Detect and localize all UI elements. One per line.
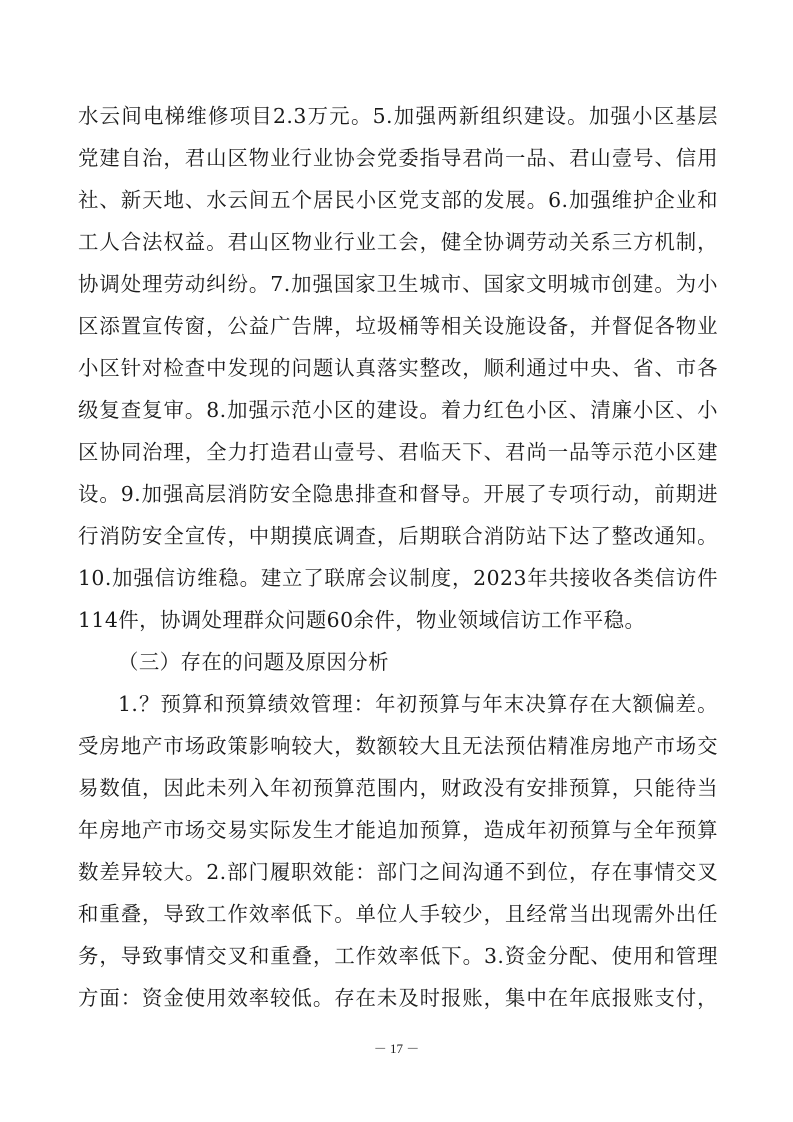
page-number: － 17 － [373,1041,420,1056]
text-line: 区协同治理，全力打造君山壹号、君临天下、君尚一品等示范小区建 [78,440,718,464]
text-line: 水云间电梯维修项目2.3万元。5.加强两新组织建设。加强小区基层 [78,104,718,128]
text-line: 受房地产市场政策影响较大，数额较大且无法预估精准房地产市场交 [78,734,718,758]
text-line: 级复查复审。8.加强示范小区的建设。着力红色小区、清廉小区、小 [78,398,718,422]
text-line: 和重叠，导致工作效率低下。单位人手较少，且经常当出现需外出任 [78,902,718,926]
text-line: 年房地产市场交易实际发生才能追加预算，造成年初预算与全年预算 [78,818,718,842]
text-line: 区添置宣传窗，公益广告牌，垃圾桶等相关设施设备，并督促各物业 [78,314,718,338]
text-line: 1.？预算和预算绩效管理：年初预算与年末决算存在大额偏差。 [118,692,718,716]
text-line: 设。9.加强高层消防安全隐患排查和督导。开展了专项行动，前期进 [78,482,718,506]
body-text [78,95,718,1019]
text-line: 党建自治，君山区物业行业协会党委指导君尚一品、君山壹号、信用 [78,146,718,170]
text-line: 工人合法权益。君山区物业行业工会，健全协调劳动关系三方机制， [78,230,718,254]
text-line: 数差异较大。2.部门履职效能：部门之间沟通不到位，存在事情交叉 [78,860,718,884]
text-line: 小区针对检查中发现的问题认真落实整改，顺利通过中央、省、市各 [78,356,718,380]
text-line: 行消防安全宣传，中期摸底调查，后期联合消防站下达了整改通知。 [78,524,718,548]
text-line: 方面：资金使用效率较低。存在未及时报账，集中在年底报账支付， [78,986,718,1010]
text-line: 社、新天地、水云间五个居民小区党支部的发展。6.加强维护企业和 [78,188,718,212]
section-heading: （三）存在的问题及原因分析 [118,650,389,674]
text-line: 务，导致事情交叉和重叠，工作效率低下。3.资金分配、使用和管理 [78,944,718,968]
text-line: 协调处理劳动纠纷。7.加强国家卫生城市、国家文明城市创建。为小 [78,272,718,296]
text-line: 易数值，因此未列入年初预算范围内，财政没有安排预算，只能待当 [78,776,718,800]
text-line: 114件，协调处理群众问题60余件，物业领域信访工作平稳。 [78,608,646,632]
text-line: 10.加强信访维稳。建立了联席会议制度，2023年共接收各类信访件 [78,566,718,590]
